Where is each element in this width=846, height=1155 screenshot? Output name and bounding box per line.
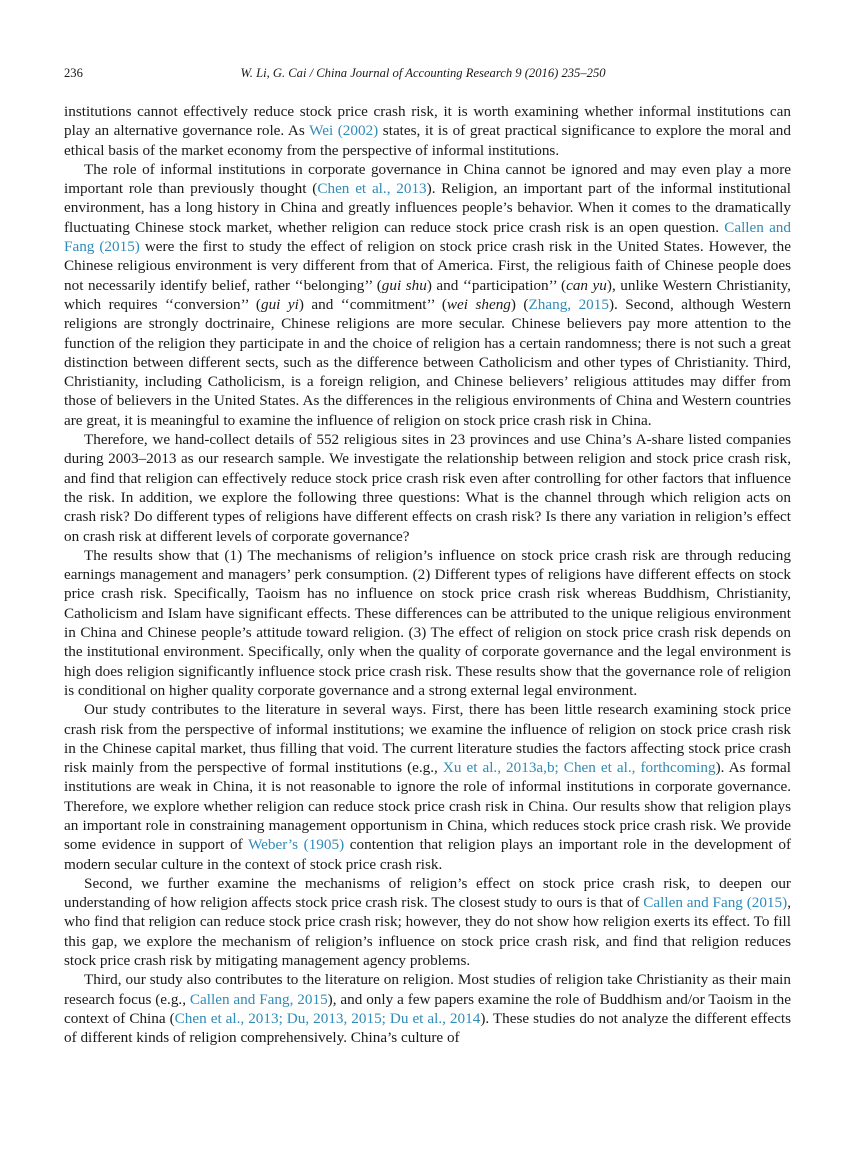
text-run: , who find that religion can reduce stock price crash risk; however, they do not show how religion exerts its effect. To fill this gap, we explore the mechanism of religion’s influence on stock price crash risk, and find that religion reduces stock price crash risk by mitigating management agency problems.: [64, 894, 791, 970]
text-run: ), unlike Western Christianity, which requires ‘‘conversion’’ (: [64, 276, 791, 313]
text-run: ) and ‘‘participation’’ (: [426, 276, 567, 294]
text-run: The results show that (1) The mechanisms of religion’s influence on stock price crash risk are through reducing earnings management and managers’ perk consumption. (2) Different types of religions have different effects on stock price crash risk. Specifically, Taoism has no influence on stock price crash risk whereas Buddhism, Christianity, Catholicism and Islam have significant effects. These differences can be attributed to the unique religious environment in China and Chinese people’s attitude toward religion. (3) The effect of religion on stock price crash risk depends on the institutional environment. Specifically, only when the quality of corporate governance and the legal environment is high does religion significantly influence stock price crash risk. These results show that the governance role of religion is conditional on higher quality corporate governance and a strong external legal environment.: [64, 546, 791, 699]
body-paragraph: [64, 546, 791, 700]
text-run: Our study contributes to the literature in several ways. First, there has been little research examining stock price crash risk from the perspective of informal institutions; we examine the influence of religion on stock price crash risk in the Chinese capital market, thus filling that void. The current literature studies the factors affecting stock price crash risk mainly from the perspective of formal institutions (e.g.,: [64, 701, 791, 777]
page-header: [64, 66, 782, 86]
citation-link[interactable]: Zhang, 2015: [528, 295, 609, 313]
italic-term: can yu: [566, 276, 607, 294]
running-head: W. Li, G. Cai / China Journal of Accounting Research 9 (2016) 235–250: [240, 66, 606, 80]
citation-link[interactable]: Chen et al., 2013; Du, 2013, 2015; Du et al., 2014: [174, 1009, 481, 1027]
body-paragraph: [64, 160, 791, 430]
citation-link[interactable]: Weber’s (1905): [248, 836, 345, 854]
text-run: ). Religion, an important part of the informal institutional environment, has a long history in China and greatly influences people’s behavior. When it comes to the dramatically fluctuating Chinese stock market, whether religion can reduce stock price crash risk is an open question.: [64, 180, 791, 236]
body-paragraph: [64, 430, 791, 546]
text-run: ) (: [510, 295, 529, 313]
italic-term: gui yi: [260, 295, 299, 313]
citation-link[interactable]: Callen and Fang (2015): [643, 894, 788, 912]
citation-link[interactable]: Callen and Fang (2015): [64, 218, 791, 256]
citation-link[interactable]: Wei (2002): [309, 122, 379, 140]
body-paragraph: [64, 102, 791, 160]
text-run: states, it is of great practical significance to explore the moral and ethical basis of the market economy from the perspective of informal institutions.: [64, 122, 791, 159]
text-run: institutions cannot effectively reduce stock price crash risk, it is worth examining whether informal institutions can play an alternative governance role. As: [64, 103, 791, 140]
page-number: 236: [64, 66, 83, 80]
text-run: Third, our study also contributes to the literature on religion. Most studies of religion take Christianity as their main research focus (e.g.,: [64, 971, 791, 1008]
text-run: Therefore, we hand-collect details of 552 religious sites in 23 provinces and use China’s A-share listed companies during 2003–2013 as our research sample. We investigate the relationship between religion and stock price crash risk, and find that religion can effectively reduce stock price crash risk even after controlling for other factors that influence the risk. In addition, we explore the following three questions: What is the channel through which religion acts on crash risk? Do different types of religions have different effects on crash risk? Is there any variation in religion’s effect on crash risk at different levels of corporate governance?: [64, 431, 791, 545]
text-run: Second, we further examine the mechanisms of religion’s effect on stock price crash risk, to deepen our understanding of how religion affects stock price crash risk. The closest study to ours is that of: [64, 874, 791, 912]
body-paragraph: [64, 700, 791, 874]
text-run: ), and only a few papers examine the role of Buddhism and/or Taoism in the context of China (: [64, 990, 791, 1027]
italic-term: gui shu: [381, 276, 427, 294]
text-run: ). Second, although Western religions are strongly doctrinaire, Chinese religions are more secular. Chinese believers pay more attention to the function of the religion they participate in and the choice of religion has a certain randomness; there is not such a great distinction between different sects, such as the difference between Catholicism and other types of Christianity. Third, Christianity, including Catholicism, is a foreign religion, and Chinese believers’ religious attitudes may differ from those of believers in the United States. As the differences in the religious environments of China and Western countries are great, it is meaningful to examine the influence of religion on stock price crash risk in China.: [64, 295, 791, 429]
text-run: ) and ‘‘commitment’’ (: [298, 295, 447, 313]
citation-link[interactable]: Chen et al., 2013: [317, 180, 427, 198]
body-paragraph: [64, 874, 791, 970]
italic-term: wei sheng: [446, 295, 511, 313]
citation-link[interactable]: Callen and Fang, 2015: [189, 990, 328, 1008]
body-paragraph: [64, 970, 791, 1047]
citation-link[interactable]: Xu et al., 2013a,b; Chen et al., forthcoming: [442, 759, 716, 777]
text-run: contention that religion plays an important role in the development of modern secular culture in the context of stock price crash risk.: [64, 836, 791, 873]
article-body: [64, 102, 791, 1048]
text-run: were the first to study the effect of religion on stock price crash risk in the United States. However, the Chinese religious environment is very different from that of America. First, the religious faith of Chinese people does not necessarily identify belief, rather ‘‘belonging’’ (: [64, 238, 791, 294]
text-run: ). As formal institutions are weak in China, it is not reasonable to ignore the role of informal institutions in corporate governance. Therefore, we explore whether religion can reduce stock price crash risk in China. Our results show that religion plays an important role in constraining management opportunism in China, which reduces stock price crash risk. We provide some evidence in support of: [64, 759, 791, 854]
text-run: ). These studies do not analyze the different effects of different kinds of religion comprehensively. China’s culture of: [64, 1009, 791, 1047]
text-run: The role of informal institutions in corporate governance in China cannot be ignored and may even play a more important role than previously thought (: [64, 160, 791, 198]
